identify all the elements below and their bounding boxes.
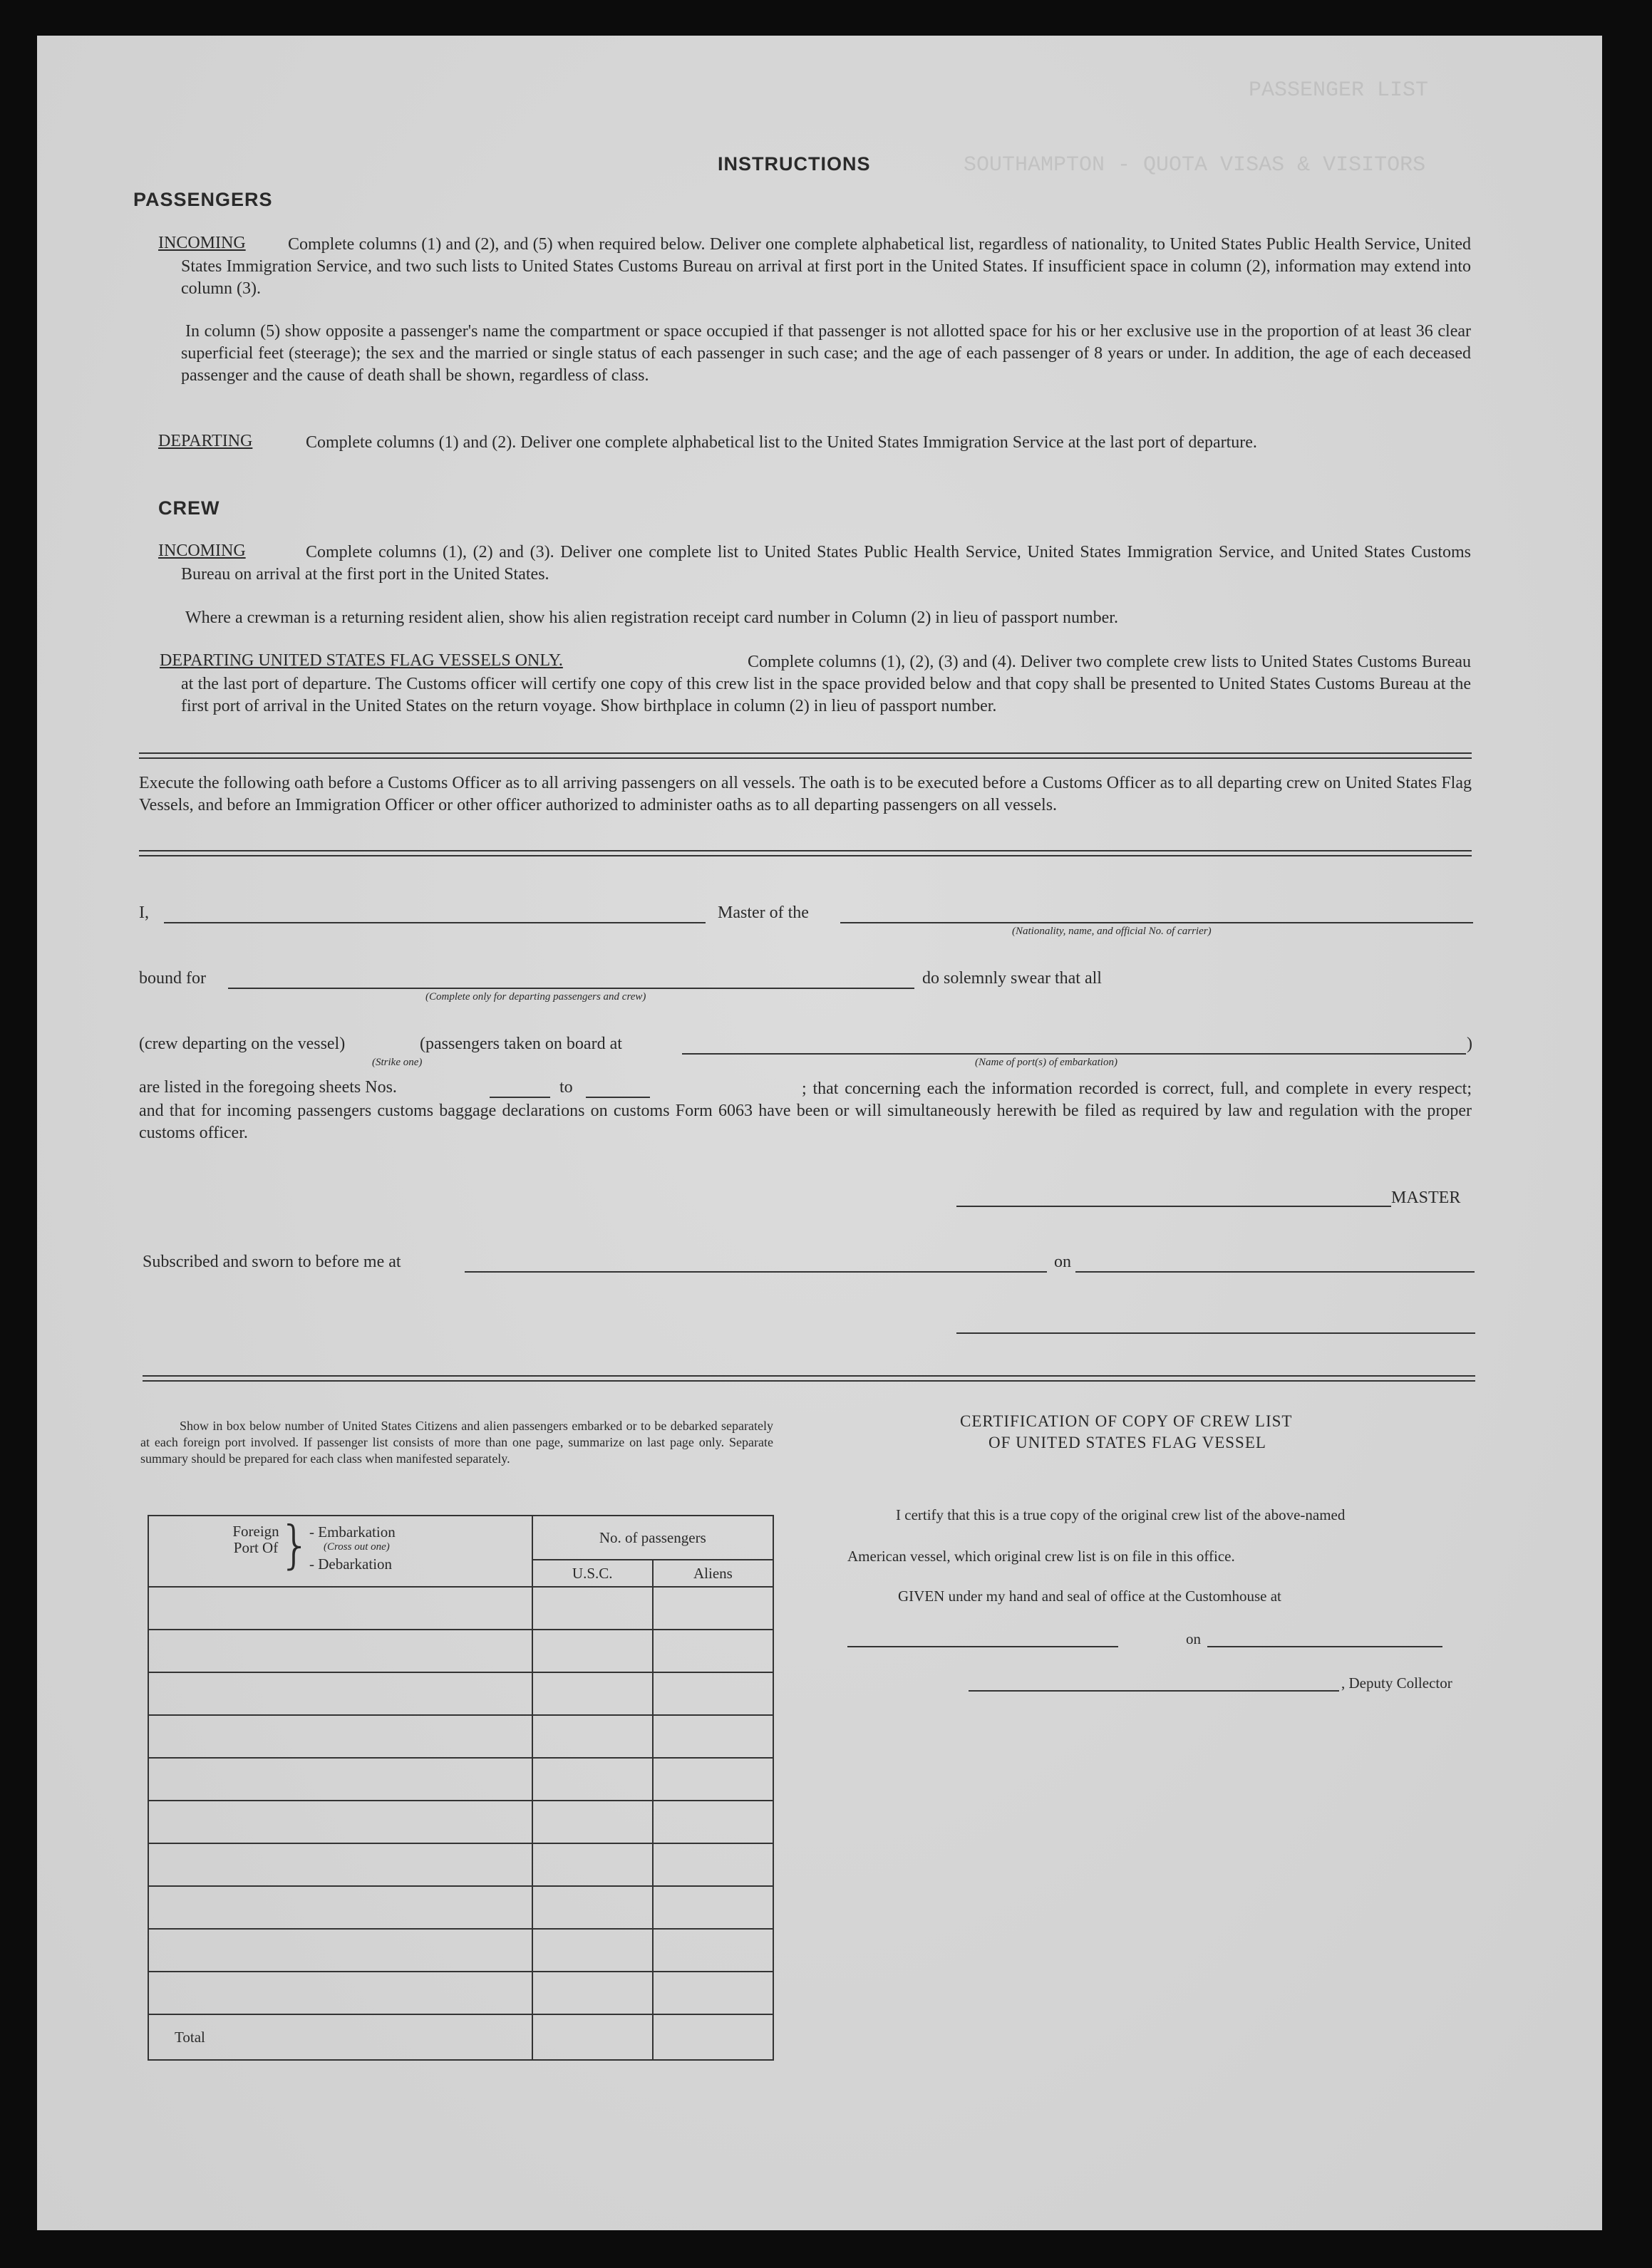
port-cell[interactable] [148, 1672, 532, 1715]
oath-listed-prefix: are listed in the foregoing sheets Nos. [139, 1078, 397, 1097]
given-line: GIVEN under my hand and seal of office at the Customhouse at [898, 1588, 1281, 1605]
customhouse-field[interactable] [847, 1646, 1118, 1647]
passengers-departing-text: Complete columns (1) and (2). Deliver one complete alphabetical list to the United States Immigration Service at the last port of departure. [306, 433, 1257, 452]
foreign-port-label: Foreign Port Of [232, 1523, 279, 1556]
carrier-caption: (Nationality, name, and official No. of carrier) [1012, 926, 1212, 937]
oath-listed-text: ; that concerning each the information recorded is correct, full, and complete in every respect; and that for incoming passengers customs baggage declarations on customs Form 6063 have been or will simultaneously herewith be filed as required by law and regulation with the proper customs officer. [139, 1079, 1472, 1142]
table-row [148, 1672, 773, 1715]
usc-total-cell[interactable] [532, 2014, 653, 2060]
certification-title-line1: CERTIFICATION OF COPY OF CREW LIST [960, 1412, 1293, 1430]
table-row [148, 1929, 773, 1972]
oath-crew-departing[interactable]: (crew departing on the vessel) [139, 1035, 346, 1053]
sworn-date-field[interactable] [1075, 1271, 1475, 1273]
debarkation-option[interactable]: - Debarkation [309, 1555, 393, 1573]
table-row [148, 1587, 773, 1630]
port-cell[interactable] [148, 1801, 532, 1843]
passengers-incoming-text: Complete columns (1) and (2), and (5) when required below. Deliver one complete alphabetical list, regardless of nationality, to United States Public Health Service, United States Immigration Service, and two such lists to United States Customs Bureau on arrival at first port in the United States. If insufficient space in column (2), information may extend into column (3). [181, 235, 1471, 298]
certification-on-label: on [1186, 1630, 1201, 1647]
aliens-cell[interactable] [653, 1630, 773, 1672]
crew-departing-label: DEPARTING UNITED STATES FLAG VESSELS ONLY. [160, 651, 563, 670]
section-divider [139, 752, 1472, 759]
port-cell[interactable] [148, 1886, 532, 1929]
crew-incoming-text: Complete columns (1), (2) and (3). Deliver one complete list to United States Public Health Service, United States Immigration Service, and United States Customs Bureau on arrival at the first port in the United States. [181, 543, 1471, 584]
master-name-field[interactable] [164, 922, 706, 923]
table-row [148, 1715, 773, 1758]
table-row [148, 1886, 773, 1929]
aliens-total-cell[interactable] [653, 2014, 773, 2060]
bound-caption: (Complete only for departing passengers and crew) [425, 991, 646, 1003]
table-row [148, 1758, 773, 1801]
port-cell[interactable] [148, 1587, 532, 1630]
embarkation-option[interactable]: - Embarkation [309, 1523, 396, 1541]
usc-cell[interactable] [532, 1801, 653, 1843]
sworn-on-label: on [1054, 1253, 1071, 1271]
ports-caption: (Name of port(s) of embarkation) [975, 1057, 1117, 1068]
subscribed-label: Subscribed and sworn to before me at [143, 1253, 401, 1271]
certify-line1: I certify that this is a true copy of the original crew list of the above-named [896, 1506, 1346, 1523]
oath-swear-label: do solemnly swear that all [922, 969, 1102, 988]
total-label-cell [148, 2014, 532, 2060]
bleed-through-text: SOUTHAMPTON - QUOTA VISAS & VISITORS [964, 153, 1426, 177]
form-page [37, 36, 1602, 2230]
oath-to-label: to [559, 1078, 573, 1097]
crew-resident-text: Where a crewman is a returning resident alien, show his alien registration receipt card number in Column (2) in lieu of passport number. [185, 609, 1118, 627]
aliens-cell[interactable] [653, 1886, 773, 1929]
passengers-incoming-label: INCOMING [158, 234, 246, 252]
section-divider [139, 850, 1472, 856]
passengers-column5-text: In column (5) show opposite a passenger's name the compartment or space occupied if that passenger is not allotted space for his or her exclusive use in the proportion of at least 36 clear superficial feet (steerage); the sex and the married or single status of each passenger in such case; and the age of each passenger of 8 years or under. In addition, the age of each deceased passenger and the cause of death shall be shown, regardless of class. [181, 322, 1471, 385]
usc-label: U.S.C. [572, 1564, 613, 1582]
aliens-cell[interactable] [653, 1715, 773, 1758]
usc-header [532, 1560, 653, 1587]
master-signature-field[interactable] [956, 1206, 1391, 1207]
port-cell[interactable] [148, 1758, 532, 1801]
aliens-cell[interactable] [653, 1972, 773, 2014]
aliens-label: Aliens [693, 1564, 733, 1582]
port-cell[interactable] [148, 1630, 532, 1672]
table-row [148, 1972, 773, 2014]
usc-cell[interactable] [532, 1886, 653, 1929]
usc-cell[interactable] [532, 1972, 653, 2014]
cross-out-caption: (Cross out one) [324, 1541, 390, 1553]
section-divider [143, 1375, 1475, 1382]
master-signature-label: MASTER [1391, 1189, 1461, 1207]
port-cell[interactable] [148, 1843, 532, 1886]
crew-departing-text: Complete columns (1), (2), (3) and (4). Deliver two complete crew lists to United States Customs Bureau at the last port of departure. The Customs officer will certify one copy of this crew list in the space provided below and that copy shall be presented to United States Customs Bureau at the first port of arrival in the United States on the return voyage. Show birthplace in column (2) in lieu of passport number. [181, 653, 1471, 715]
strike-one-caption: (Strike one) [372, 1057, 423, 1068]
port-summary-table [148, 1515, 774, 2061]
certify-line2: American vessel, which original crew list is on file in this office. [847, 1548, 1235, 1565]
table-row [148, 1843, 773, 1886]
summary-instruction: Show in box below number of United States Citizens and alien passengers embarked or to be debarked separately at each foreign port involved. If passenger list consists of more than one page, summarize on last page only. Separate summary should be prepared for each class when manifested separately. [140, 1419, 773, 1466]
oath-passengers-taken[interactable]: (passengers taken on board at [420, 1035, 622, 1053]
usc-cell[interactable] [532, 1630, 653, 1672]
bound-for-field[interactable] [228, 988, 914, 989]
brace-icon: } [279, 1515, 311, 1575]
certification-title-line2: OF UNITED STATES FLAG VESSEL [988, 1434, 1266, 1451]
total-label: Total [175, 2028, 205, 2046]
oath-master-of-label: Master of the [718, 903, 809, 922]
embarkation-ports-field[interactable] [682, 1053, 1466, 1055]
usc-cell[interactable] [532, 1758, 653, 1801]
oath-bound-for-label: bound for [139, 969, 206, 988]
usc-cell[interactable] [532, 1672, 653, 1715]
aliens-cell[interactable] [653, 1672, 773, 1715]
port-cell[interactable] [148, 1715, 532, 1758]
table-row [148, 1630, 773, 1672]
port-cell[interactable] [148, 1929, 532, 1972]
passengers-departing-label: DEPARTING [158, 432, 253, 450]
usc-cell[interactable] [532, 1715, 653, 1758]
officer-signature-field[interactable] [956, 1332, 1475, 1334]
no-passengers-label: No. of passengers [599, 1528, 706, 1546]
usc-cell[interactable] [532, 1843, 653, 1886]
carrier-field[interactable] [840, 922, 1473, 923]
close-paren: ) [1467, 1035, 1472, 1053]
usc-cell[interactable] [532, 1587, 653, 1630]
crew-heading: CREW [158, 497, 220, 519]
passengers-heading: PASSENGERS [133, 189, 273, 210]
table-row [148, 1801, 773, 1843]
port-cell[interactable] [148, 1972, 532, 2014]
total-row [148, 2014, 773, 2060]
crew-incoming-label: INCOMING [158, 542, 246, 560]
aliens-cell[interactable] [653, 1758, 773, 1801]
aliens-cell[interactable] [653, 1929, 773, 1972]
oath-instruction: Execute the following oath before a Customs Officer as to all arriving passengers on all vessels. The oath is to be executed before a Customs Officer as to all departing crew on United States Flag Vessels, and before an Immigration Officer or other officer authorized to administer oaths as to all departing passengers on all vessels. [139, 774, 1472, 814]
page-title: INSTRUCTIONS [718, 153, 871, 175]
aliens-cell[interactable] [653, 1843, 773, 1886]
deputy-collector-label: , Deputy Collector [1341, 1674, 1452, 1692]
aliens-header [653, 1560, 773, 1587]
oath-i-label: I, [139, 903, 149, 922]
deputy-signature-field[interactable] [969, 1690, 1339, 1692]
sworn-at-field[interactable] [465, 1271, 1047, 1273]
no-passengers-header [532, 1516, 773, 1560]
bleed-through-text: PASSENGER LIST [1249, 78, 1429, 103]
sheet-from-field[interactable] [490, 1097, 550, 1098]
certification-date-field[interactable] [1207, 1646, 1442, 1647]
usc-cell[interactable] [532, 1929, 653, 1972]
aliens-cell[interactable] [653, 1587, 773, 1630]
port-header-cell [148, 1516, 532, 1587]
sheet-to-field[interactable] [586, 1097, 650, 1098]
aliens-cell[interactable] [653, 1801, 773, 1843]
